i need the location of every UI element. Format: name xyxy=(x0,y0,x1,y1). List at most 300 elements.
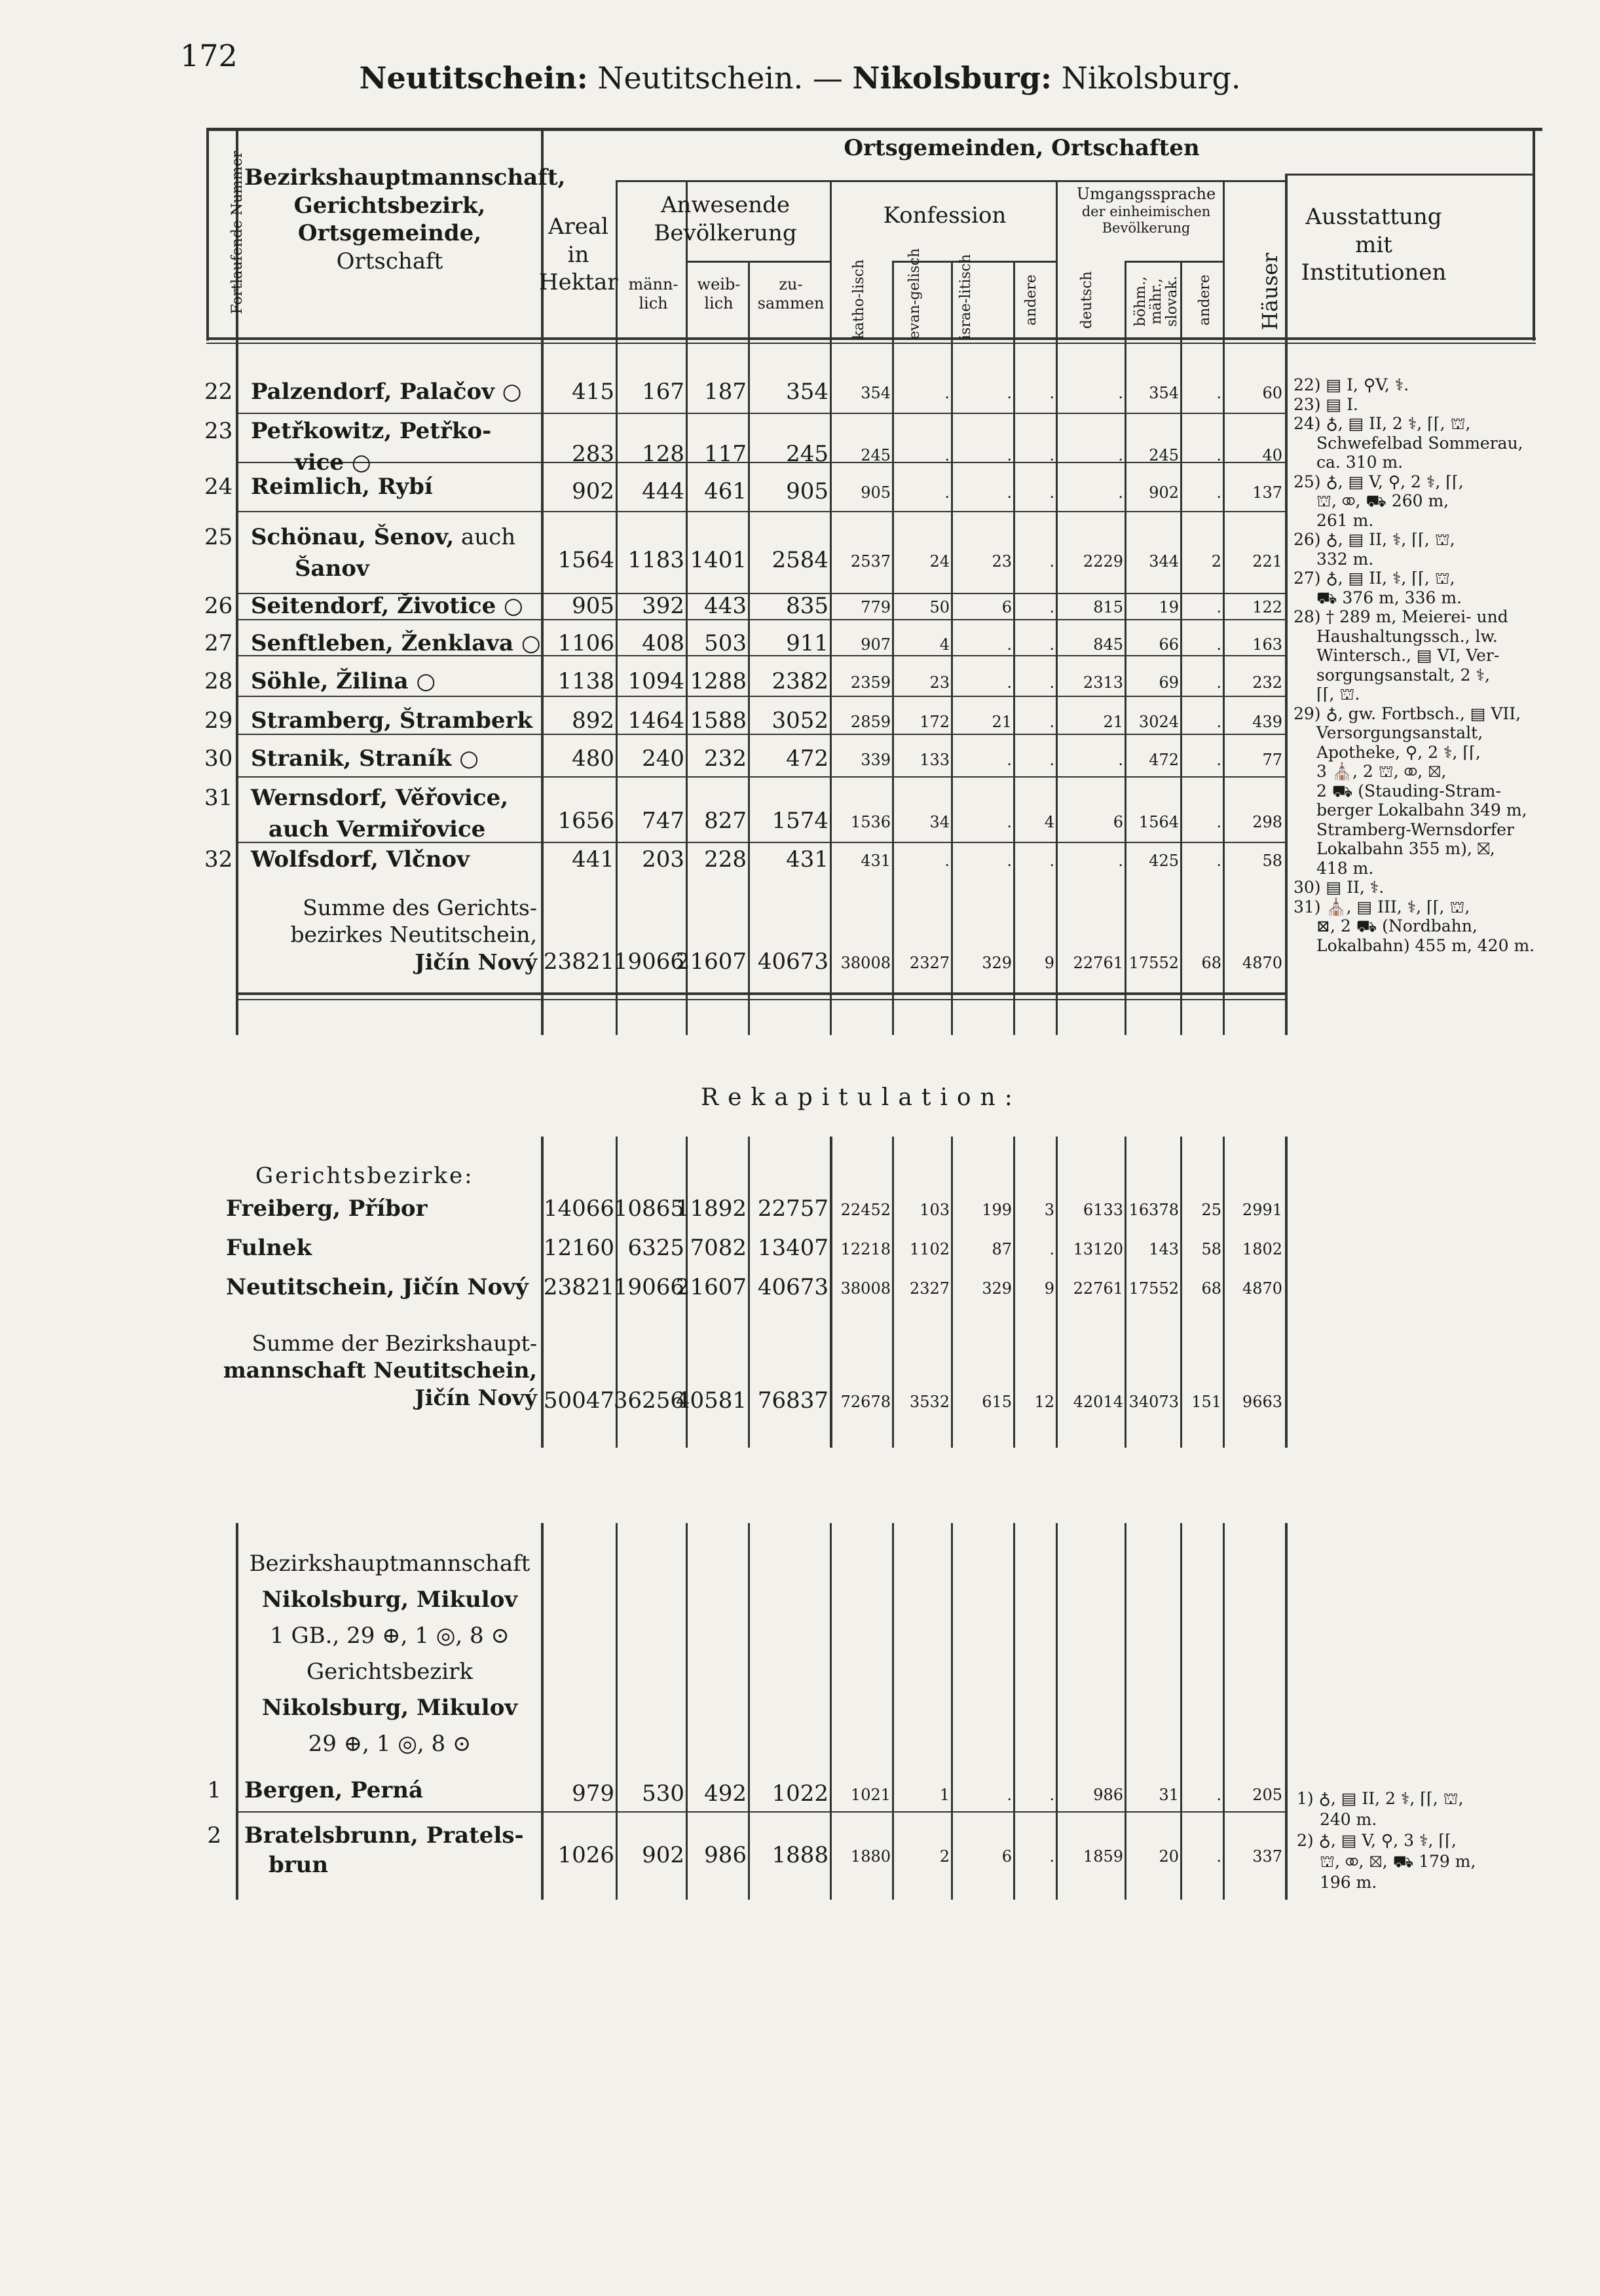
row-name-text: Petřkowitz, Petřko- xyxy=(251,418,492,444)
nikolsburg-head xyxy=(242,1546,537,1762)
row-w: 461 xyxy=(704,478,747,504)
row-w: 1288 xyxy=(690,668,747,694)
rekap-row-deu: 6133 xyxy=(1083,1201,1123,1219)
row-nr: 23 xyxy=(204,418,233,444)
note-line: 31) ⛪, ▤ III, ⚕, ⌈⌈, ⛫, xyxy=(1293,897,1470,916)
row-name-text: Söhle, Žilina ○ xyxy=(251,668,436,694)
grid-hline xyxy=(686,261,830,263)
nik-row-evan: 2 xyxy=(939,1847,950,1866)
header-israelitisch: israe-litisch xyxy=(958,254,974,339)
rekap-summe-l2: mannschaft Neutitschein, xyxy=(223,1357,537,1383)
nik-head-l5: Nikolsburg, Mikulov xyxy=(261,1695,518,1722)
summe-gb-evan: 2327 xyxy=(909,954,950,972)
row-name-text: Wolfsdorf, Vlčnov xyxy=(251,846,470,873)
header-haeuser: Häuser xyxy=(1257,252,1282,331)
h-a1: Ausstattung xyxy=(1305,204,1442,230)
rekap-summe-kath: 72678 xyxy=(840,1393,891,1411)
header-umgangssprache xyxy=(1058,185,1235,236)
row-and: . xyxy=(1049,552,1054,571)
row-name xyxy=(251,707,532,734)
header-group-title: Ortsgemeinden, Ortschaften xyxy=(844,135,1200,161)
header-deutsch: deutsch xyxy=(1079,271,1095,329)
row-and2: . xyxy=(1216,852,1221,870)
grid-vline xyxy=(1125,1137,1126,1448)
rekap-row-deu: 22761 xyxy=(1073,1279,1123,1298)
row-boe: 902 xyxy=(1149,483,1179,502)
rekap-row-kath: 22452 xyxy=(840,1201,891,1219)
grid-hline xyxy=(206,343,1536,344)
row-nr: 30 xyxy=(204,745,233,772)
grid-vline xyxy=(1533,128,1535,341)
rekap-row-evan: 103 xyxy=(920,1201,950,1219)
row-m: 1183 xyxy=(627,547,684,573)
summe-gb-and: 9 xyxy=(1044,954,1054,972)
row-and2: 2 xyxy=(1211,552,1221,571)
row-deu: 6 xyxy=(1113,813,1123,831)
h-z2: sammen xyxy=(757,293,825,312)
row-z: 3052 xyxy=(772,707,828,734)
row-m: 392 xyxy=(642,593,684,619)
rekap-summe-w: 40581 xyxy=(675,1387,747,1414)
grid-hline xyxy=(1285,174,1533,176)
row-m: 408 xyxy=(642,630,684,656)
rekap-row-m: 19066 xyxy=(613,1274,684,1300)
row-w: 827 xyxy=(704,808,747,834)
row-nr: 28 xyxy=(204,668,233,694)
row-boe: 69 xyxy=(1159,673,1179,692)
row-kath: 354 xyxy=(861,384,891,402)
row-m: 203 xyxy=(642,846,684,873)
rekap-row-m: 10865 xyxy=(613,1195,684,1222)
row-deu: . xyxy=(1118,483,1123,502)
row-kath: 907 xyxy=(861,635,891,654)
row-areal: 415 xyxy=(572,379,614,405)
summe-gb-haeuser: 4870 xyxy=(1242,954,1282,972)
row-evan: . xyxy=(944,384,950,402)
row-deu: . xyxy=(1118,446,1123,464)
rekap-row-isr: 199 xyxy=(982,1201,1012,1219)
row-name-text: Reimlich, Rybí xyxy=(251,474,433,500)
rekap-row-isr: 87 xyxy=(992,1240,1012,1258)
row-nr: 25 xyxy=(204,524,233,550)
rekap-row-w: 21607 xyxy=(675,1274,747,1300)
rekap-row-and2: 25 xyxy=(1201,1201,1221,1219)
row-and2: . xyxy=(1216,598,1221,616)
nik-row-and2: . xyxy=(1216,1786,1221,1804)
grid-vline xyxy=(686,1523,688,1900)
row-areal: 1138 xyxy=(557,668,614,694)
rekap-row-and: 3 xyxy=(1044,1201,1054,1219)
grid-vline xyxy=(541,1523,544,1900)
row-boe: 66 xyxy=(1159,635,1179,654)
summe-gb-l3: Jičín Nový xyxy=(415,949,537,975)
row-areal: 1564 xyxy=(557,547,614,573)
rekap-row-evan: 2327 xyxy=(909,1279,950,1298)
row-nr: 24 xyxy=(204,474,233,500)
row-boe: 344 xyxy=(1149,552,1179,571)
row-isr: . xyxy=(1007,635,1012,654)
rekap-summe-areal: 50047 xyxy=(543,1387,614,1414)
grid-hline xyxy=(236,1811,1285,1813)
row-name-line2: Šanov xyxy=(295,555,369,582)
row-deu: 2313 xyxy=(1083,673,1123,692)
row-haeuser: 232 xyxy=(1252,673,1282,692)
nik-row-kath: 1021 xyxy=(850,1786,891,1804)
row-m: 747 xyxy=(642,808,684,834)
note-line: Lokalbahn) 455 m, 420 m. xyxy=(1316,935,1535,955)
summe-gb-l2: bezirkes Neutitschein, xyxy=(290,922,537,948)
rekap-summe-isr: 615 xyxy=(982,1393,1012,1411)
grid-vline xyxy=(1125,1523,1126,1900)
rekap-row-w: 7082 xyxy=(690,1235,747,1261)
rekap-summe-and2: 151 xyxy=(1191,1393,1221,1411)
row-haeuser: 58 xyxy=(1262,852,1282,870)
grid-vline xyxy=(616,1523,618,1900)
grid-hline xyxy=(206,337,1536,340)
row-name-text: Schönau, Šenov, xyxy=(251,524,455,550)
row-z: 245 xyxy=(786,441,828,467)
note-line: Stramberg-Wernsdorfer xyxy=(1316,819,1514,839)
row-isr: . xyxy=(1007,384,1012,402)
row-name-text: Wernsdorf, Věřovice, xyxy=(251,785,509,811)
note-line: Versorgungsanstalt, xyxy=(1316,723,1483,742)
nik-row-kath: 1880 xyxy=(850,1847,891,1866)
header-anwesende-l1: Anwesende xyxy=(660,192,791,218)
row-name-line2: vice ○ xyxy=(295,449,371,476)
row-boe: 19 xyxy=(1159,598,1179,616)
grid-vline xyxy=(616,180,618,1035)
header-areal-l2: in xyxy=(567,241,589,268)
rekap-row-z: 22757 xyxy=(757,1195,828,1222)
row-name-text: Seitendorf, Životice ○ xyxy=(251,593,523,619)
note-line: 30) ▤ II, ⚕. xyxy=(1293,878,1385,897)
grid-vline xyxy=(1223,1137,1225,1448)
note-line: 28) † 289 m, Meierei- und xyxy=(1293,607,1508,626)
row-z: 472 xyxy=(786,745,828,772)
summe-gb-areal: 23821 xyxy=(543,949,614,975)
row-w: 187 xyxy=(704,379,747,405)
rekap-row-kath: 38008 xyxy=(840,1279,891,1298)
nik-row-name-line2: brun xyxy=(269,1852,329,1878)
rekap-row-haeuser: 2991 xyxy=(1242,1201,1282,1219)
header-name-l2: Gerichtsbezirk, xyxy=(293,192,486,219)
grid-vline xyxy=(1125,261,1126,1035)
nik-note-line: 1) ♁, ▤ II, 2 ⚕, ⌈⌈, ⛫, xyxy=(1297,1789,1464,1808)
h-m1: männ- xyxy=(628,275,679,293)
row-w: 443 xyxy=(704,593,747,619)
row-and: 4 xyxy=(1044,813,1054,831)
row-kath: 339 xyxy=(861,751,891,769)
header-katholisch: katho-lisch xyxy=(851,259,867,339)
row-w: 1588 xyxy=(690,707,747,734)
header-name-l1: Bezirkshauptmannschaft, xyxy=(244,164,566,191)
h-m2: lich xyxy=(639,293,668,312)
row-haeuser: 221 xyxy=(1252,552,1282,571)
note-line: ⛟ 376 m, 336 m. xyxy=(1316,588,1462,607)
rekap-row-and: . xyxy=(1049,1240,1054,1258)
row-evan: 24 xyxy=(929,552,950,571)
row-haeuser: 40 xyxy=(1262,446,1282,464)
header-zusammen xyxy=(750,275,832,313)
row-name xyxy=(251,524,515,550)
note-line: sorgungsanstalt, 2 ⚕, xyxy=(1316,665,1490,685)
running-head-part1-bold: Neutitschein: xyxy=(359,60,588,96)
grid-vline xyxy=(1013,1137,1015,1448)
note-line: Lokalbahn 355 m), ⛝, xyxy=(1316,839,1495,858)
note-line: 3 ⛪, 2 ⛫, ⚭, ⛝, xyxy=(1316,762,1447,781)
grid-vline xyxy=(1223,1523,1225,1900)
note-line: 418 m. xyxy=(1316,858,1374,878)
row-evan: 50 xyxy=(929,598,950,616)
grid-vline xyxy=(1013,1523,1015,1900)
row-name xyxy=(251,379,521,405)
row-name xyxy=(251,474,433,500)
row-haeuser: 137 xyxy=(1252,483,1282,502)
summe-gb-m: 19066 xyxy=(613,949,684,975)
row-haeuser: 163 xyxy=(1252,635,1282,654)
note-line: 27) ♁, ▤ II, ⚕, ⌈⌈, ⛫, xyxy=(1293,569,1455,588)
row-nr: 27 xyxy=(204,630,233,656)
row-haeuser: 122 xyxy=(1252,598,1282,616)
row-nr: 22 xyxy=(204,379,233,405)
row-isr: 21 xyxy=(992,713,1012,731)
row-isr: 23 xyxy=(992,552,1012,571)
row-kath: 2537 xyxy=(850,552,891,571)
rekap-summe-z: 76837 xyxy=(757,1387,828,1414)
rekap-row-isr: 329 xyxy=(982,1279,1012,1298)
row-haeuser: 298 xyxy=(1252,813,1282,831)
row-kath: 245 xyxy=(861,446,891,464)
row-and: . xyxy=(1049,446,1054,464)
grid-vline xyxy=(1180,1137,1182,1448)
nik-row-m: 902 xyxy=(642,1842,684,1868)
h-u3: Bevölkerung xyxy=(1102,219,1191,236)
grid-vline xyxy=(1056,1523,1058,1900)
rekap-summe-haeuser: 9663 xyxy=(1242,1393,1282,1411)
row-haeuser: 77 xyxy=(1262,751,1282,769)
row-deu: 845 xyxy=(1093,635,1123,654)
nik-row-areal: 979 xyxy=(572,1780,614,1807)
nik-row-name: Bergen, Perná xyxy=(244,1777,424,1803)
row-areal: 441 xyxy=(572,846,614,873)
rekap-row-deu: 13120 xyxy=(1073,1240,1123,1258)
grid-hline xyxy=(236,413,1285,414)
row-and: . xyxy=(1049,635,1054,654)
nik-head-l6: 29 ⊕, 1 ◎, 8 ⊙ xyxy=(308,1731,472,1758)
grid-vline xyxy=(1223,180,1225,1035)
row-evan: 4 xyxy=(939,635,950,654)
page-number: 172 xyxy=(180,38,238,73)
row-name xyxy=(251,846,470,873)
running-head-part2-bold: Nikolsburg: xyxy=(852,60,1052,96)
row-deu: 2229 xyxy=(1083,552,1123,571)
row-and2: . xyxy=(1216,483,1221,502)
note-line: 261 m. xyxy=(1316,510,1374,530)
row-and2: . xyxy=(1216,751,1221,769)
grid-vline xyxy=(951,1523,953,1900)
nik-row-and2: . xyxy=(1216,1847,1221,1866)
summe-gb-boe: 17552 xyxy=(1128,954,1179,972)
note-line: ca. 310 m. xyxy=(1316,453,1404,472)
nik-row-name: Bratelsbrunn, Pratels- xyxy=(244,1822,524,1849)
rekap-title: Rekapitulation: xyxy=(701,1084,1022,1111)
grid-vline xyxy=(748,1137,750,1448)
grid-vline xyxy=(951,261,953,1035)
h-u2: der einheimischen xyxy=(1081,203,1211,219)
rekap-row-name: Freiberg, Příbor xyxy=(226,1195,428,1222)
header-nr: Fortlaufende Nummer xyxy=(229,151,246,314)
row-haeuser: 60 xyxy=(1262,384,1282,402)
rekap-summe-m: 36256 xyxy=(613,1387,684,1414)
row-kath: 1536 xyxy=(850,813,891,831)
nik-row-isr: . xyxy=(1007,1786,1012,1804)
rekap-row-areal: 12160 xyxy=(543,1235,614,1261)
row-and: . xyxy=(1049,598,1054,616)
grid-vline xyxy=(236,1523,238,1900)
row-and: . xyxy=(1049,483,1054,502)
row-and: . xyxy=(1049,852,1054,870)
note-line: ⌈⌈, ⛫. xyxy=(1316,685,1360,704)
row-boe: 425 xyxy=(1149,852,1179,870)
row-isr: 6 xyxy=(1001,598,1012,616)
row-haeuser: 439 xyxy=(1252,713,1282,731)
row-kath: 2859 xyxy=(850,713,891,731)
header-weiblich xyxy=(688,275,750,313)
nik-row-boe: 20 xyxy=(1159,1847,1179,1866)
nik-row-isr: 6 xyxy=(1001,1847,1012,1866)
row-evan: . xyxy=(944,483,950,502)
summe-gb-kath: 38008 xyxy=(840,954,891,972)
grid-vline xyxy=(206,128,209,341)
rekap-row-evan: 1102 xyxy=(909,1240,950,1258)
row-evan: . xyxy=(944,852,950,870)
nik-row-deu: 986 xyxy=(1093,1786,1123,1804)
header-maennlich xyxy=(619,275,688,313)
row-deu: 21 xyxy=(1103,713,1123,731)
rekap-row-w: 11892 xyxy=(675,1195,747,1222)
header-name-l3: Ortsgemeinde, xyxy=(297,220,482,246)
nik-row-z: 1888 xyxy=(772,1842,828,1868)
nik-row-nr: 2 xyxy=(207,1822,221,1849)
row-kath: 779 xyxy=(861,598,891,616)
row-isr: . xyxy=(1007,673,1012,692)
rekap-row-kath: 12218 xyxy=(840,1240,891,1258)
row-deu: . xyxy=(1118,751,1123,769)
row-isr: . xyxy=(1007,852,1012,870)
rekap-summe-and: 12 xyxy=(1034,1393,1054,1411)
row-isr: . xyxy=(1007,483,1012,502)
header-ausstattung xyxy=(1287,203,1460,287)
rekap-row-and2: 68 xyxy=(1201,1279,1221,1298)
note-line: 25) ♁, ▤ V, ⚲, 2 ⚕, ⌈⌈, xyxy=(1293,472,1464,491)
header-areal-l3: Hektar xyxy=(539,269,618,295)
grid-vline xyxy=(1180,261,1182,1035)
grid-vline xyxy=(1285,174,1288,1035)
summe-gb-and2: 68 xyxy=(1201,954,1221,972)
note-line: berger Lokalbahn 349 m, xyxy=(1316,800,1527,819)
rekap-row-boe: 16378 xyxy=(1128,1201,1179,1219)
rekap-row-areal: 23821 xyxy=(543,1274,614,1300)
grid-vline xyxy=(830,1523,832,1900)
row-w: 117 xyxy=(704,441,747,467)
row-areal: 480 xyxy=(572,745,614,772)
rekap-row-and2: 58 xyxy=(1201,1240,1221,1258)
nik-note-line: 196 m. xyxy=(1320,1873,1377,1892)
row-evan: 172 xyxy=(920,713,950,731)
row-w: 503 xyxy=(704,630,747,656)
grid-vline xyxy=(1056,180,1058,1035)
grid-vline xyxy=(830,1137,832,1448)
header-anwesende-l2: Bevölkerung xyxy=(654,219,797,246)
nik-note-line: ⛫, ⚭, ⛝, ⛟ 179 m, xyxy=(1320,1852,1476,1871)
row-nr: 29 xyxy=(204,707,233,734)
row-boe: 354 xyxy=(1149,384,1179,402)
nik-row-and: . xyxy=(1049,1786,1054,1804)
nik-row-haeuser: 337 xyxy=(1252,1847,1282,1866)
rekap-row-haeuser: 1802 xyxy=(1242,1240,1282,1258)
h-u1: Umgangssprache xyxy=(1076,185,1216,203)
row-and2: . xyxy=(1216,446,1221,464)
rekap-gb-label: Gerichtsbezirke: xyxy=(255,1163,474,1189)
row-name xyxy=(251,785,508,811)
h-a3: Institutionen xyxy=(1301,259,1447,286)
row-boe: 3024 xyxy=(1138,713,1179,731)
nik-row-boe: 31 xyxy=(1159,1786,1179,1804)
rekap-row-and: 9 xyxy=(1044,1279,1054,1298)
grid-vline xyxy=(892,1523,894,1900)
row-nr: 31 xyxy=(204,785,233,811)
row-kath: 2359 xyxy=(850,673,891,692)
row-m: 444 xyxy=(642,478,684,504)
grid-vline xyxy=(236,992,238,1035)
grid-vline xyxy=(951,1137,953,1448)
row-name-plain: auch xyxy=(454,524,516,550)
nik-head-l4: Gerichtsbezirk xyxy=(307,1659,473,1685)
rekap-row-z: 13407 xyxy=(757,1235,828,1261)
row-z: 911 xyxy=(786,630,828,656)
note-line: 29) ♁, gw. Fortbsch., ▤ VII, xyxy=(1293,704,1521,723)
note-line: Apotheke, ⚲, 2 ⚕, ⌈⌈, xyxy=(1316,742,1481,762)
row-m: 1464 xyxy=(627,707,684,734)
grid-vline xyxy=(748,261,750,1035)
note-line: 2 ⛟ (Stauding-Stram- xyxy=(1316,781,1501,800)
row-deu: . xyxy=(1118,852,1123,870)
row-isr: . xyxy=(1007,813,1012,831)
header-boehm: böhm., mähr., slovak. xyxy=(1132,276,1181,327)
grid-hline xyxy=(236,734,1285,735)
row-kath: 431 xyxy=(861,852,891,870)
row-name-line2: auch Vermiřovice xyxy=(269,816,486,842)
row-evan: 133 xyxy=(920,751,950,769)
row-areal: 1656 xyxy=(557,808,614,834)
nik-note-line: 2) ♁, ▤ V, ⚲, 3 ⚕, ⌈⌈, xyxy=(1297,1831,1457,1850)
rekap-row-name: Neutitschein, Jičín Nový xyxy=(226,1274,529,1300)
row-name-text: Palzendorf, Palačov ○ xyxy=(251,379,522,405)
row-areal: 892 xyxy=(572,707,614,734)
row-isr: . xyxy=(1007,446,1012,464)
grid-vline xyxy=(748,1523,750,1900)
grid-vline xyxy=(892,261,894,1035)
row-isr: . xyxy=(1007,751,1012,769)
header-evangelisch: evan-gelisch xyxy=(906,248,923,339)
row-z: 905 xyxy=(786,478,828,504)
nik-head-l1: Bezirkshauptmannschaft xyxy=(249,1551,530,1577)
grid-hline xyxy=(236,511,1285,512)
grid-vline xyxy=(1285,1523,1288,1900)
row-z: 2584 xyxy=(772,547,828,573)
rekap-row-z: 40673 xyxy=(757,1274,828,1300)
rekap-row-m: 6325 xyxy=(627,1235,684,1261)
